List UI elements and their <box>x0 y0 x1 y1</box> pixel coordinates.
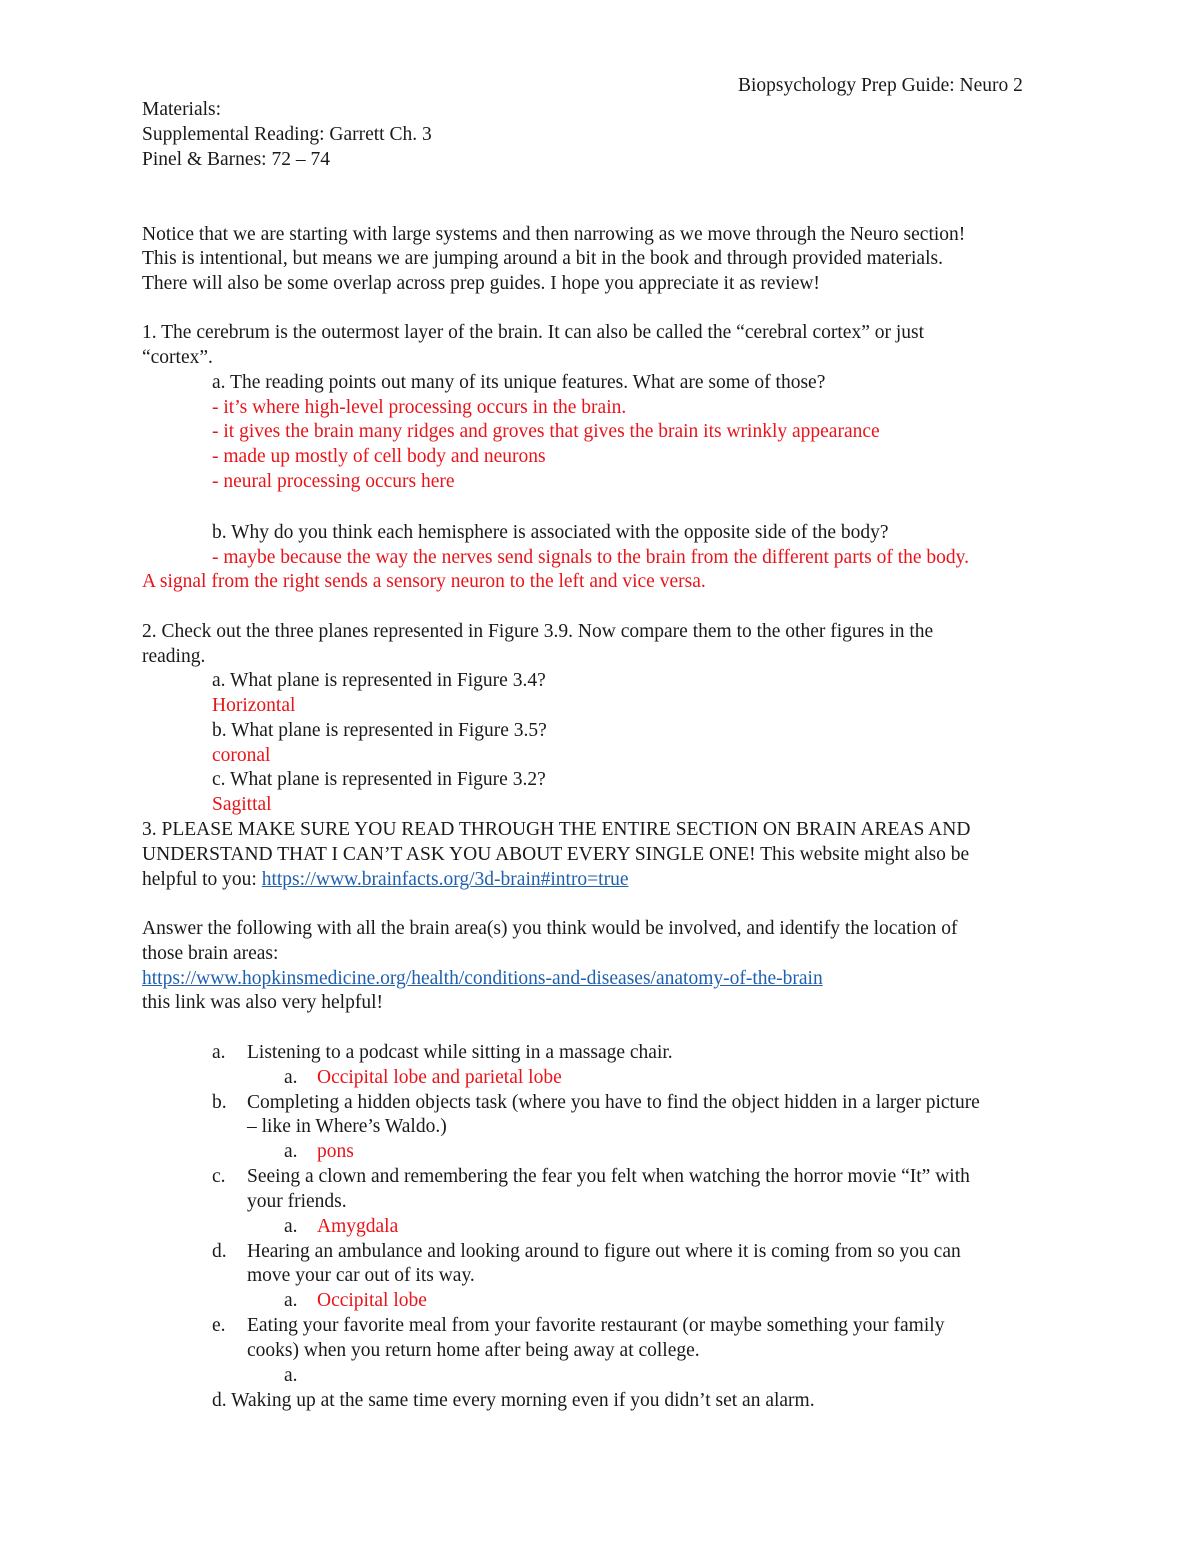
q1-b-answer: - maybe because the way the nerves send signals to the brain from the different parts of the body. <box>212 547 970 568</box>
list-item: Hearing an ambulance and looking around to figure out where it is coming from so you can <box>247 1241 961 1262</box>
list-item: Seeing a clown and remembering the fear you felt when watching the horror movie “It” with <box>247 1166 970 1187</box>
list-item: – like in Where’s Waldo.) <box>247 1116 447 1137</box>
q2-c-answer: Sagittal <box>212 794 272 815</box>
q3-instructions: those brain areas: <box>142 943 279 964</box>
sub-list-marker: a. <box>284 1141 298 1162</box>
q1-text: “cortex”. <box>142 347 213 368</box>
q1-a-answer: - made up mostly of cell body and neurons <box>212 446 546 467</box>
q2-text: 2. Check out the three planes represented in Figure 3.9. Now compare them to the other figures in the <box>142 621 934 642</box>
hopkins-link[interactable]: https://www.hopkinsmedicine.org/health/conditions-and-diseases/anatomy-of-the-brain <box>142 968 823 989</box>
sub-list-marker: a. <box>284 1216 298 1237</box>
list-item: cooks) when you return home after being away at college. <box>247 1340 700 1361</box>
intro-line: This is intentional, but means we are jumping around a bit in the book and through provided materials. <box>142 248 943 269</box>
brainfacts-link[interactable]: https://www.brainfacts.org/3d-brain#intro=true <box>261 869 629 890</box>
list-marker: d. <box>212 1241 227 1262</box>
q3-text: 3. PLEASE MAKE SURE YOU READ THROUGH THE ENTIRE SECTION ON BRAIN AREAS AND <box>142 819 971 840</box>
q3-note: this link was also very helpful! <box>142 992 383 1013</box>
intro-line: Notice that we are starting with large systems and then narrowing as we move through the Neuro section! <box>142 224 966 245</box>
list-item: Listening to a podcast while sitting in a massage chair. <box>247 1042 673 1063</box>
list-marker: e. <box>212 1315 226 1336</box>
materials-heading: Materials: <box>142 99 222 120</box>
q2-b-answer: coronal <box>212 745 271 766</box>
q2-b-prompt: b. What plane is represented in Figure 3.5? <box>212 720 547 741</box>
intro-line: There will also be some overlap across prep guides. I hope you appreciate it as review! <box>142 273 820 294</box>
list-marker: b. <box>212 1092 227 1113</box>
q1-b-answer: A signal from the right sends a sensory neuron to the left and vice versa. <box>142 571 706 592</box>
q1-a-answer: - neural processing occurs here <box>212 471 455 492</box>
q1-b-prompt: b. Why do you think each hemisphere is associated with the opposite side of the body? <box>212 522 889 543</box>
q1-a-prompt: a. The reading points out many of its unique features. What are some of those? <box>212 372 826 393</box>
header-title: Biopsychology Prep Guide: Neuro 2 <box>738 75 1023 96</box>
materials-reading: Supplemental Reading: Garrett Ch. 3 <box>142 124 432 145</box>
list-item-last: d. Waking up at the same time every morning even if you didn’t set an alarm. <box>212 1390 815 1411</box>
list-item-answer: Occipital lobe <box>317 1290 427 1311</box>
list-item: your friends. <box>247 1191 347 1212</box>
list-item: move your car out of its way. <box>247 1265 475 1286</box>
q3-instructions: Answer the following with all the brain area(s) you think would be involved, and identify the location of <box>142 918 958 939</box>
q2-a-prompt: a. What plane is represented in Figure 3.4? <box>212 670 546 691</box>
q3-text-prefix: helpful to you: <box>142 869 262 890</box>
sub-list-marker: a. <box>284 1365 298 1386</box>
q1-a-answer: - it’s where high-level processing occurs in the brain. <box>212 397 627 418</box>
sub-list-marker: a. <box>284 1290 298 1311</box>
q2-a-answer: Horizontal <box>212 695 296 716</box>
list-marker: c. <box>212 1166 226 1187</box>
materials-pinel: Pinel & Barnes: 72 – 74 <box>142 149 330 170</box>
list-item-answer: Occipital lobe and parietal lobe <box>317 1067 562 1088</box>
sub-list-marker: a. <box>284 1067 298 1088</box>
q3-text: UNDERSTAND THAT I CAN’T ASK YOU ABOUT EVERY SINGLE ONE! This website might also be <box>142 844 970 865</box>
list-item-answer: pons <box>317 1141 354 1162</box>
q3-text-line <box>142 868 629 892</box>
q2-c-prompt: c. What plane is represented in Figure 3.2? <box>212 769 546 790</box>
q2-text: reading. <box>142 646 206 667</box>
q1-a-answer: - it gives the brain many ridges and groves that gives the brain its wrinkly appearance <box>212 421 880 442</box>
list-item: Completing a hidden objects task (where you have to find the object hidden in a larger picture <box>247 1092 980 1113</box>
list-item: Eating your favorite meal from your favorite restaurant (or maybe something your family <box>247 1315 945 1336</box>
list-marker: a. <box>212 1042 226 1063</box>
list-item-answer: Amygdala <box>317 1216 399 1237</box>
q1-text: 1. The cerebrum is the outermost layer of the brain. It can also be called the “cerebral cortex” or just <box>142 322 925 343</box>
